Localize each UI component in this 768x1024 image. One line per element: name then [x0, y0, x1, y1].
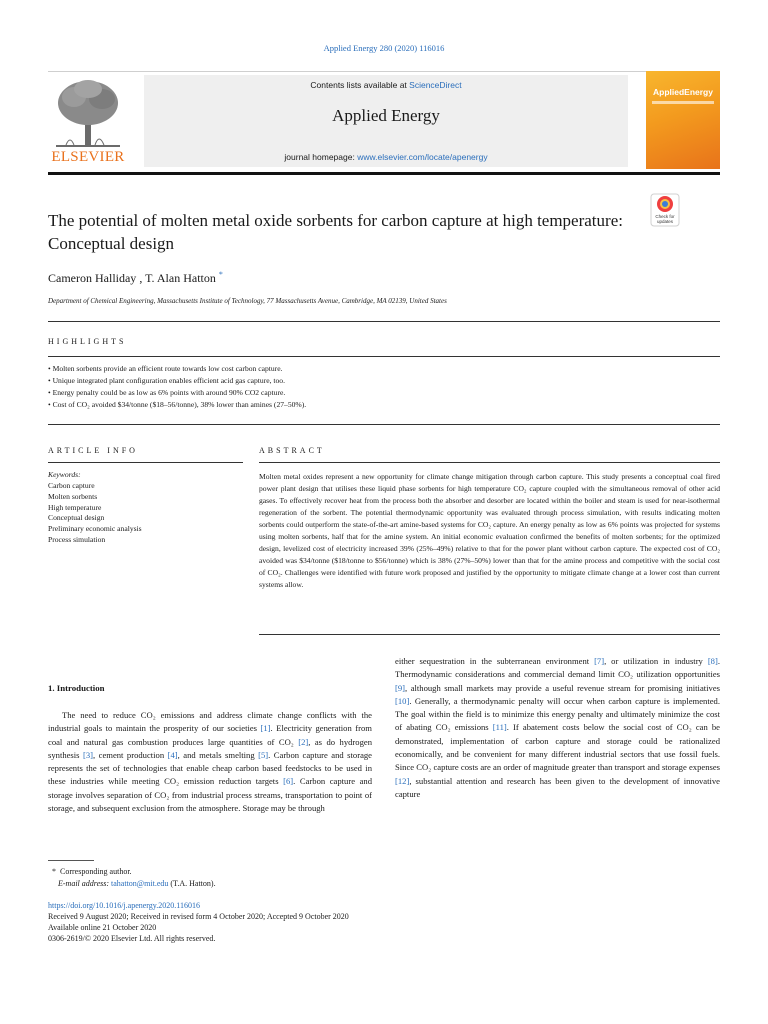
corresponding-label: Corresponding author.: [60, 867, 132, 876]
paragraph-text: , or utilization in industry: [604, 656, 708, 666]
publication-info: [48, 900, 648, 944]
contents-availability: [144, 80, 628, 90]
homepage-link[interactable]: www.elsevier.com/locate/apenergy: [357, 152, 488, 162]
citation-link[interactable]: [3]: [82, 749, 94, 760]
author-separator: ,: [136, 271, 146, 285]
keyword-item: Molten sorbents: [48, 491, 98, 501]
introduction-paragraph-left: [48, 709, 372, 815]
author-name[interactable]: T. Alan Hatton: [145, 271, 216, 285]
section-rule: [48, 321, 720, 322]
citation-link[interactable]: [2]: [298, 736, 309, 747]
paragraph-text: . If abatement costs below the social cost of CO₂ can be demonstrated, implementation of carbon capture and storage could be rationalized economically, and be convenient for many different industrial sectors that use fossil fuels. Since CO₂ capture costs are an order of magnitude greater than transport and storage expenses: [395, 722, 720, 773]
paragraph-text: . Generally, a thermodynamic penalty will occur when carbon capture is implemented. The goal within the field is to minimize this energy penalty and ultimately minimize the cost of abating CO₂ emissions: [395, 695, 720, 733]
author-name[interactable]: Cameron Halliday: [48, 271, 137, 285]
homepage-prefix: journal homepage:: [284, 152, 358, 162]
journal-cover-thumbnail[interactable]: [646, 71, 720, 169]
abstract-rule: [259, 462, 720, 463]
footnote-rule: [48, 860, 94, 861]
paragraph-text: . Carbon capture and storage involves separation of CO₂ from industrial process streams, transportation to point of storage, and subsequent exclusion from the atmosphere. Storage may be through: [48, 776, 372, 814]
citation-link[interactable]: [5]: [258, 749, 269, 760]
header-bottom-rule: [48, 172, 720, 175]
abstract-bottom-rule: [259, 634, 720, 635]
corresponding-author-note: [48, 866, 648, 878]
paragraph-text: , although small markets may provide a useful revenue stream for promising initiatives: [405, 682, 720, 693]
highlights-heading: HIGHLIGHTS: [48, 337, 127, 346]
crossmark-label-1: Check for: [655, 214, 675, 219]
citation-link[interactable]: [11]: [492, 722, 507, 733]
keyword-item: Process simulation: [48, 534, 106, 544]
keywords-list: [48, 481, 243, 546]
email-link[interactable]: tahatton@mit.edu: [111, 879, 169, 888]
email-note: [48, 878, 648, 890]
citation-link[interactable]: [4]: [167, 749, 178, 760]
keyword-item: Carbon capture: [48, 481, 95, 490]
citation-link[interactable]: [8]: [707, 656, 718, 666]
article-info-rule: [48, 462, 243, 463]
paragraph-text: . Thermodynamic considerations and commercial demand limit CO₂ utilization opportunities: [395, 656, 720, 680]
crossmark-icon[interactable]: [650, 193, 680, 227]
doi-link[interactable]: https://doi.org/10.1016/j.apenergy.2020.116016: [48, 901, 200, 910]
email-label: E-mail address:: [58, 879, 112, 888]
journal-homepage: [144, 152, 628, 162]
elsevier-wordmark: ELSEVIER: [51, 149, 125, 165]
cover-title: AppliedEnergy: [653, 87, 713, 97]
contents-prefix: Contents lists available at: [310, 80, 410, 90]
journal-title: Applied Energy: [332, 106, 440, 125]
available-online-date: Available online 21 October 2020: [48, 923, 157, 932]
citation-link[interactable]: [9]: [395, 682, 406, 693]
citation-link[interactable]: [1]: [260, 723, 271, 734]
paragraph-text: . Carbon capture and storage represents the set of technologies that enable cheap carbon based feedstocks to be used in these industries while meeting CO₂ emission reduction targets: [48, 749, 372, 787]
highlight-item: • Unique integrated plant configuration enables efficient acid gas capture, too.: [48, 375, 720, 387]
citation-link[interactable]: [6]: [283, 776, 294, 787]
highlight-item: • Energy penalty could be as low as 6% points with around 90% CO2 capture.: [48, 387, 720, 399]
article-title: The potential of molten metal oxide sorbents for carbon capture at high temperature: Conceptual design: [48, 211, 623, 253]
highlight-item: • Cost of CO₂ avoided $34/tonne ($18–56/tonne), 38% lower than amines (27–50%).: [48, 399, 720, 411]
footnote: [48, 866, 648, 890]
author-affiliation: Department of Chemical Engineering, Massachusetts Institute of Technology, 77 Massachusetts Avenue, Cambridge, MA 02139, United States: [48, 297, 447, 305]
author-list: [48, 270, 668, 286]
keyword-item: Conceptual design: [48, 513, 105, 523]
section-rule: [48, 356, 720, 357]
header-top-rule: [48, 71, 720, 72]
journal-citation[interactable]: Applied Energy 280 (2020) 116016: [323, 43, 445, 53]
received-dates: Received 9 August 2020; Received in revised form 4 October 2020; Accepted 9 October 2020: [48, 912, 349, 921]
paragraph-text: , substantial attention and research has been given to the development of innovative capture: [395, 775, 720, 799]
paragraph-text: , and metals smelting: [177, 749, 259, 760]
article-info-heading: ARTICLE INFO: [48, 446, 138, 455]
copyright-line: 0306-2619/© 2020 Elsevier Ltd. All rights reserved.: [48, 934, 216, 943]
introduction-heading: 1. Introduction: [48, 683, 105, 693]
abstract-text: Molten metal oxides represent a new opportunity for climate change mitigation through carbon capture. This study presents a conceptual coal fired power plant design that utilises these liquid phase sorbents for high temperature CO₂ capture coupled with the simultaneous removal of other acid gases. To effectively recover heat from the process both the absorber and desorber are located within the boiler and steam is used for near-isothermal regeneration of the sorbent. The potential thermodynamic opportunity was evaluated through process simulation, with results indicating molten sorbents could outperform the state-of-the-art amine-based systems for CO₂ capture. An energy penalty as low as 6% points was projected for systems using molten sorbents, half that for the amine system. An initial economic evaluation confirmed the benefits of molten sorbents; for the optimized design, levelized cost of electricity increased 39% (25%–49%) relative to that for the power plant without carbon capture. The expected cost of CO₂ avoided was $34/tonne ($18/tonne to $56/tonne) which is 38% (27%–50%) lower than that for the amine process and competitive with the social cost of CO₂. Challenges were identified with future work proposed and justified by the opportunity to mitigate climate change at a lower cost than current systems allow.: [259, 472, 720, 589]
paragraph-text: , cement production: [93, 749, 168, 760]
citation-link[interactable]: [12]: [395, 775, 410, 786]
cover-subtitle-bar: [652, 101, 714, 104]
highlights-list: [48, 363, 720, 411]
paragraph-text: either sequestration in the subterranean environment: [395, 656, 595, 666]
sciencedirect-link[interactable]: ScienceDirect: [409, 80, 462, 90]
email-suffix: (T.A. Hatton).: [168, 879, 216, 888]
citation-link[interactable]: [7]: [594, 656, 605, 666]
keywords-label: Keywords:: [48, 470, 81, 479]
keyword-item: Preliminary economic analysis: [48, 524, 142, 534]
highlight-item: • Molten sorbents provide an efficient route towards low cost carbon capture.: [48, 363, 720, 375]
corresponding-author-mark[interactable]: *: [218, 270, 223, 279]
introduction-paragraph-right: [395, 655, 720, 801]
citation-link[interactable]: [10]: [395, 695, 410, 706]
keyword-item: High temperature: [48, 502, 102, 512]
paragraph-text: . Electricity generation from coal and natural gas combustion produces large quantities of CO₂: [48, 723, 372, 747]
section-rule: [48, 424, 720, 425]
footnote-mark: *: [52, 867, 56, 876]
abstract-heading: ABSTRACT: [259, 446, 325, 455]
crossmark-label-2: updates: [656, 219, 674, 224]
paragraph-text: The need to reduce CO₂ emissions and address climate change conflicts with the industrial goals to maintain the prosperity of our societies: [48, 710, 372, 734]
paragraph-text: , as do hydrogen synthesis: [48, 736, 372, 760]
